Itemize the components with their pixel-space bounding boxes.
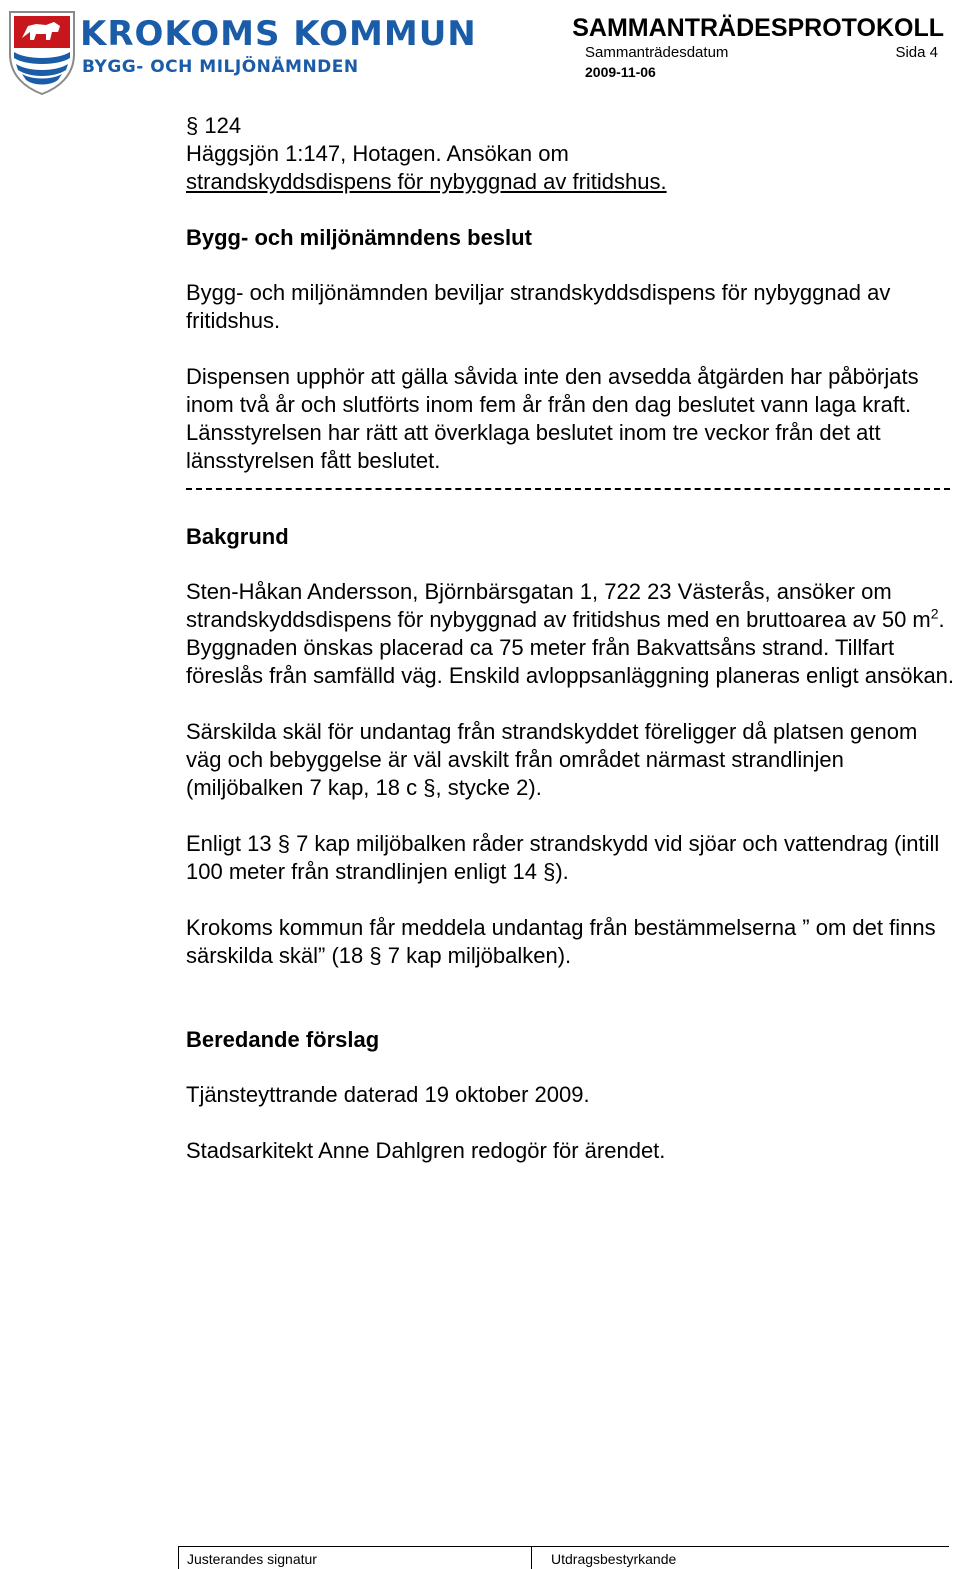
meeting-date-label: Sammanträdesdatum [585,44,729,61]
decision-heading: Bygg- och miljönämndens beslut [186,225,532,250]
section-number [186,112,956,140]
decision-paragraph-1: Bygg- och miljönämnden beviljar strandskyddsdispens för nybyggnad av fritidshus. [186,280,891,333]
page-number: Sida 4 [895,44,938,61]
section-symbol: § [186,113,199,138]
decision-paragraph-2: Dispensen upphör att gälla såvida inte den avsedda åtgärden har påbörjats inom två år och slutförts inom fem år från den dag beslutet vann laga kraft. Länsstyrelsen har rätt att överklaga beslutet inom tre veckor från det att länsstyrelsen fått beslutet. [186,364,919,473]
document-body [186,112,956,1165]
signature-footer [178,1546,949,1569]
background-paragraph-4: Krokoms kommun får meddela undantag från bestämmelserna ” om det finns särskilda skäl” (18 § 7 kap miljöbalken). [186,915,936,968]
area-unit-superscript: 2 [930,605,939,622]
background-paragraph-1: Sten-Håkan Andersson, Björnbärsgatan 1, 722 23 Västerås, ansöker om strandskyddsdispens för nybyggnad av fritidshus med en bruttoarea av 50 $m^2$. Byggnaden önskas placerad ca 75 meter från Bakvattsåns strand. Tillfart föreslås från samfälld väg. Enskild avloppsanläggning planeras enligt ansökan. [186,579,955,688]
footer-divider [531,1547,532,1569]
case-title-line1: Häggsjön 1:147, Hotagen. Ansökan om [186,141,569,166]
proposal-paragraph-2: Stadsarkitekt Anne Dahlgren redogör för ärendet. [186,1138,666,1163]
section-number-value: 124 [204,113,242,138]
section-divider [186,488,950,490]
background-heading: Bakgrund [186,524,289,549]
organization-name: KROKOMS KOMMUN [80,14,477,54]
signature-label: Justerandes signatur [187,1551,317,1567]
proposal-heading: Beredande förslag [186,1027,380,1052]
case-title [186,140,956,196]
extract-label: Utdragsbestyrkande [551,1551,677,1567]
document-type: SAMMANTRÄDESPROTOKOLL [572,14,944,42]
organization-subtitle: BYGG- OCH MILJÖNÄMNDEN [82,57,359,77]
background-paragraph-3: Enligt 13 § 7 kap miljöbalken råder strandskydd vid sjöar och vattendrag (intill 100 meter från strandlinjen enligt 14 §). [186,831,940,884]
crest-icon [6,8,78,96]
background-paragraph-2: Särskilda skäl för undantag från strandskyddet föreligger då platsen genom väg och bebyggelse är väl avskilt från området närmast strandlinjen (miljöbalken 7 kap, 18 c §, stycke 2). [186,719,918,800]
municipality-logo [6,8,477,96]
proposal-paragraph-1: Tjänsteyttrande daterad 19 oktober 2009. [186,1082,590,1107]
meeting-date: 2009-11-06 [585,64,656,80]
case-title-line2: strandskyddsdispens för nybyggnad av fritidshus. [186,169,667,194]
